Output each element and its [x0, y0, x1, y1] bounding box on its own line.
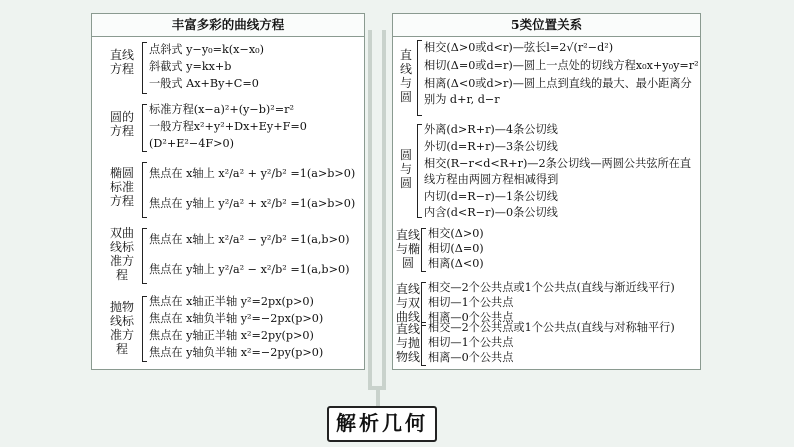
formula-line: 焦点在 x轴上 x²/a² + y²/b² =1(a>b>0): [149, 167, 356, 180]
category-label: 直线 与椭 圆: [395, 228, 420, 270]
relation-line: 相切—1个公共点: [428, 336, 514, 349]
formula-line: 一般式 Ax+By+C=0: [149, 77, 259, 90]
category-label: 直线 与抛 物线: [395, 322, 420, 364]
relation-line: 相交(Δ>0): [428, 227, 484, 240]
relation-line: 相切—1个公共点: [428, 296, 514, 309]
formula-line: 标准方程(x−a)²+(y−b)²=r²: [149, 103, 294, 116]
group-parabola-equation: [92, 294, 364, 366]
brace: [142, 104, 147, 152]
category-label: 双曲 线标 准方 程: [109, 226, 134, 282]
brace: [417, 40, 422, 116]
category-label: 椭圆 标准 方程: [109, 166, 134, 208]
formula-line: (D²+E²−4F>0): [149, 137, 234, 150]
group-hyperbola-equation: [92, 226, 364, 288]
relation-line: 相交(Δ>0或d<r)—弦长l=2√(r²−d²): [424, 41, 614, 54]
relation-line: 相离(Δ<0或d>r)—圆上点到直线的最大、最小距离分别为 d+r, d−r: [424, 77, 692, 106]
category-label: 圆的 方程: [109, 110, 134, 138]
group-ellipse-equation: [92, 160, 364, 222]
relation-line: 内含(d<R−r)—0条公切线: [424, 206, 558, 219]
relation-line: 内切(d=R−r)—1条公切线: [424, 190, 558, 203]
relation-line: 相离—0个公共点: [428, 351, 514, 364]
relation-line: 相离—0个公共点: [428, 311, 514, 324]
brace: [142, 162, 147, 218]
brace: [142, 296, 147, 362]
relation-line: 相切(Δ=0): [428, 242, 484, 255]
relation-line: 相切(Δ=0或d=r)—圆上一点处的切线方程x₀x+y₀y=r²: [424, 59, 699, 72]
category-label: 抛物 线标 准方 程: [109, 300, 134, 356]
relation-line: 相交—2个公共点或1个公共点(直线与渐近线平行): [428, 281, 675, 294]
group-line-circle: [393, 38, 700, 120]
relation-line: 相交(R−r<d<R+r)—2条公切线—两圆公共弦所在直线方程由两圆方程相减得到: [424, 157, 692, 186]
formula-line: 点斜式 y−y₀=k(x−x₀): [149, 43, 264, 56]
center-title: 解析几何: [327, 406, 437, 442]
category-label: 直线 方程: [109, 48, 134, 76]
relation-line: 外离(d>R+r)—4条公切线: [424, 123, 558, 136]
group-circle-equation: [92, 102, 364, 156]
formula-line: 焦点在 y轴上 y²/a² + x²/b² =1(a>b>0): [149, 197, 356, 210]
formula-line: 焦点在 y轴负半轴 x²=−2py(p>0): [149, 346, 324, 359]
formula-line: 焦点在 y轴上 y²/a² − x²/b² =1(a,b>0): [149, 263, 350, 276]
connector-stem: [376, 386, 380, 408]
brace: [142, 42, 147, 94]
category-label: 直 线 与 圆: [399, 48, 412, 104]
relation-line: 相交—2个公共点或1个公共点(直线与对称轴平行): [428, 321, 675, 334]
relation-line: 外切(d=R+r)—3条公切线: [424, 140, 558, 153]
formula-line: 一般方程x²+y²+Dx+Ey+F=0: [149, 120, 307, 133]
group-line-ellipse: [393, 226, 700, 274]
brace: [421, 228, 426, 272]
formula-line: 焦点在 x轴负半轴 y²=−2px(p>0): [149, 312, 324, 325]
formula-line: 焦点在 x轴正半轴 y²=2px(p>0): [149, 295, 314, 308]
brace: [421, 322, 426, 366]
group-circle-circle: [393, 122, 700, 222]
category-label: 圆 与 圆: [399, 148, 412, 190]
relation-line: 相离(Δ<0): [428, 257, 484, 270]
right-panel-title: 5类位置关系: [393, 14, 700, 37]
connector-left: [368, 30, 372, 390]
connector-right: [382, 30, 386, 390]
category-label: 直线 与双 曲线: [395, 282, 420, 324]
brace: [142, 228, 147, 284]
formula-line: 斜截式 y=kx+b: [149, 60, 232, 73]
right-panel: [392, 13, 701, 370]
left-panel-title: 丰富多彩的曲线方程: [92, 14, 364, 37]
formula-line: 焦点在 x轴上 x²/a² − y²/b² =1(a,b>0): [149, 233, 350, 246]
group-line-equation: [92, 40, 364, 98]
group-line-parabola: [393, 320, 700, 368]
brace: [417, 124, 422, 218]
left-panel: [91, 13, 365, 370]
formula-line: 焦点在 y轴正半轴 x²=2py(p>0): [149, 329, 314, 342]
